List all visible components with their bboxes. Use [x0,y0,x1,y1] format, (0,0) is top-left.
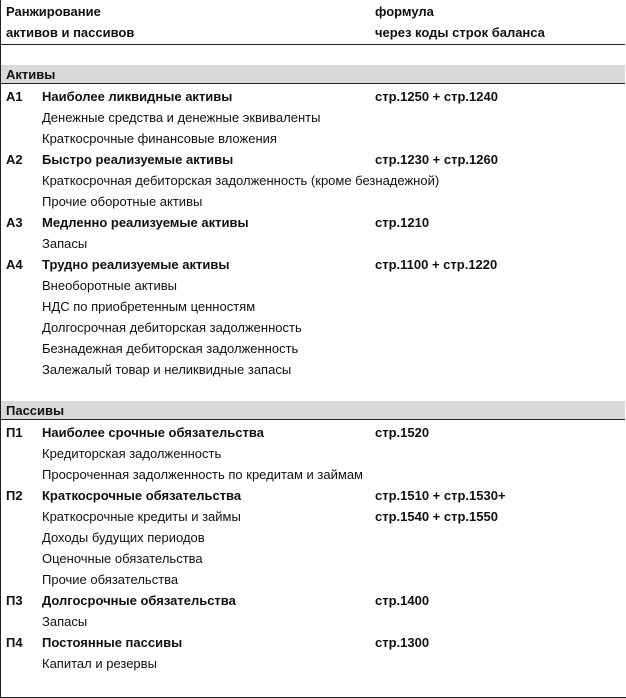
assets-section-band [1,65,625,84]
group-code: А4 [6,257,23,272]
formula-column-header [375,1,545,43]
item-name: Залежалый товар и неликвидные запасы [42,362,292,377]
assets-section-title: Активы [6,67,56,82]
item-name: Безнадежная дебиторская задолженность [42,341,299,356]
item-row [1,275,625,296]
ranking-column-header [6,1,134,43]
liabilities-section-title: Пассивы [6,403,65,418]
item-row [1,464,625,485]
group-row [1,254,625,275]
item-name: Краткосрочные финансовые вложения [42,131,277,146]
group-formula: стр.1300 [375,635,430,650]
group-name: Долгосрочные обязательства [42,593,236,608]
group-code: П3 [6,593,23,608]
liabilities-section-band [1,401,625,420]
item-row [1,170,625,191]
item-name: Краткосрочная дебиторская задолженность (кроме безнадежной) [42,173,440,188]
group-code: П2 [6,488,23,503]
group-name: Медленно реализуемые активы [42,215,249,230]
group-formula: стр.1210 [375,215,430,230]
group-name: Трудно реализуемые активы [42,257,230,272]
group-name: Краткосрочные обязательства [42,488,242,503]
item-row [1,653,625,674]
group-formula: стр.1510 + стр.1530+ [375,488,506,503]
item-row [1,527,625,548]
group-name: Быстро реализуемые активы [42,152,234,167]
ranking-header-line1: Ранжирование [6,4,101,19]
group-formula: стр.1230 + стр.1260 [375,152,498,167]
group-row [1,632,625,653]
item-row [1,107,625,128]
group-name: Наиболее срочные обязательства [42,425,264,440]
item-name: Оценочные обязательства [42,551,203,566]
item-name: Доходы будущих периодов [42,530,205,545]
item-row [1,233,625,254]
group-row [1,590,625,611]
item-row [1,611,625,632]
item-name: Капитал и резервы [42,656,157,671]
group-row [1,422,625,443]
item-row [1,548,625,569]
header-divider [1,44,625,45]
item-row [1,338,625,359]
item-row [1,359,625,380]
group-row [1,149,625,170]
group-code: А2 [6,152,23,167]
group-row [1,485,625,506]
group-code: А3 [6,215,23,230]
item-formula: стр.1540 + стр.1550 [375,509,498,524]
item-name: Запасы [42,614,88,629]
group-row [1,212,625,233]
item-name: Денежные средства и денежные эквиваленты [42,110,321,125]
group-formula: стр.1100 + стр.1220 [375,257,498,272]
item-row [1,317,625,338]
item-name: Прочие обязательства [42,572,179,587]
item-name: Внеоборотные активы [42,278,178,293]
group-code: П4 [6,635,23,650]
item-row [1,128,625,149]
item-row [1,191,625,212]
item-name: Запасы [42,236,88,251]
group-formula: стр.1400 [375,593,430,608]
item-row [1,443,625,464]
group-formula: стр.1520 [375,425,430,440]
formula-header-line2: через коды строк баланса [375,25,545,40]
item-name: НДС по приобретенным ценностям [42,299,256,314]
item-row [1,506,625,527]
group-name: Постоянные пассивы [42,635,183,650]
group-row [1,86,625,107]
item-name: Прочие оборотные активы [42,194,203,209]
item-name: Просроченная задолженность по кредитам и займам [42,467,363,482]
item-row [1,296,625,317]
item-name: Краткосрочные кредиты и займы [42,509,241,524]
formula-header-line1: формула [375,4,434,19]
group-formula: стр.1250 + стр.1240 [375,89,498,104]
ranking-header-line2: активов и пассивов [6,25,135,40]
item-name: Долгосрочная дебиторская задолженность [42,320,302,335]
item-name: Кредиторская задолженность [42,446,222,461]
group-code: А1 [6,89,23,104]
group-code: П1 [6,425,23,440]
group-name: Наиболее ликвидные активы [42,89,233,104]
item-row [1,569,625,590]
